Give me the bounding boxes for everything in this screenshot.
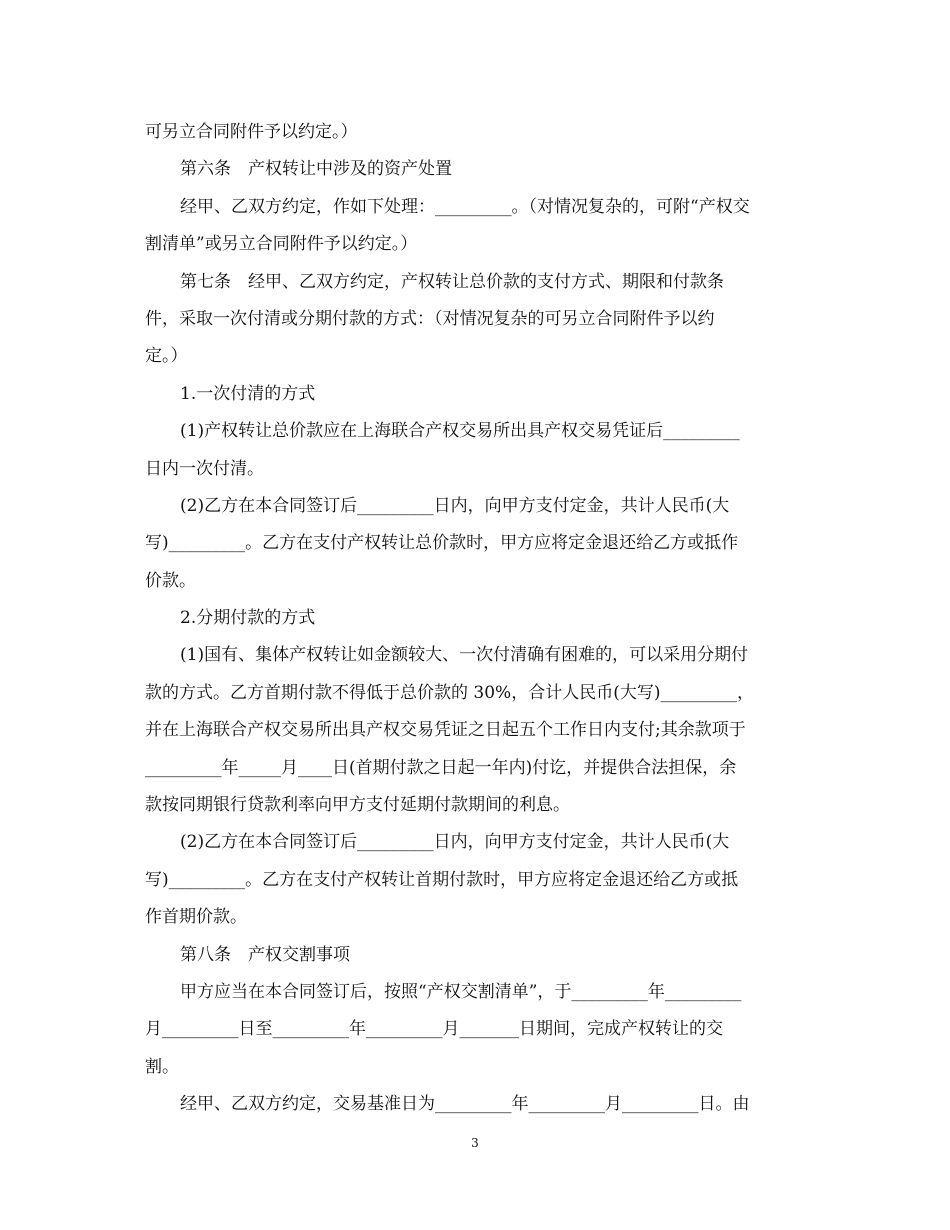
text-line: 可另立合同附件予以约定。） xyxy=(145,122,358,142)
text-line: 件，采取一次付清或分期付款的方式：（对情况复杂的可另立合同附件予以约 xyxy=(145,308,715,329)
text-line: (2)乙方在本合同签订后_________日内，向甲方支付定金，共计人民币(大 xyxy=(180,495,730,516)
section-heading: 1.一次付清的方式 xyxy=(180,383,316,404)
text-line: 作首期价款。 xyxy=(145,907,247,928)
article-heading: 第六条 产权转让中涉及的资产处置 xyxy=(180,159,452,180)
text-line: 写)_________。乙方在支付产权转让首期付款时，甲方应将定金退还给乙方或抵 xyxy=(145,869,739,890)
text-line: (1)产权转让总价款应在上海联合产权交易所出具产权交易凭证后_________ xyxy=(180,421,740,442)
text-line: 写)_________。乙方在支付产权转让总价款时，甲方应将定金退还给乙方或抵作 xyxy=(145,533,739,554)
text-line: (2)乙方在本合同签订后_________日内，向甲方支付定金，共计人民币(大 xyxy=(180,832,730,853)
article-heading: 第七条 经甲、乙双方约定，产权转让总价款的支付方式、期限和付款条 xyxy=(180,271,724,292)
article-heading: 第八条 产权交割事项 xyxy=(180,944,350,965)
text-line: 并在上海联合产权交易所出具产权交易凭证之日起五个工作日内支付;其余款项于 xyxy=(145,720,746,741)
text-line: 款按同期银行贷款利率向甲方支付延期付款期间的利息。 xyxy=(145,795,570,816)
text-line: 月_________日至_________年_________月_______日期间，完成产权转让的交 xyxy=(145,1019,723,1040)
text-line: 款的方式。乙方首期付款不得低于总价款的 30%，合计人民币(大写)_________， xyxy=(145,682,754,703)
text-line: (1)国有、集体产权转让如金额较大、一次付清确有困难的，可以采用分期付 xyxy=(180,645,749,666)
section-heading: 2.分期付款的方式 xyxy=(180,608,316,629)
text-line: _________年_____月____日(首期付款之日起一年内)付讫，并提供合法担保，余 xyxy=(145,757,737,778)
text-line: 价款。 xyxy=(145,570,196,591)
document-body xyxy=(145,114,805,1124)
text-line: 割清单”或另立合同附件予以约定。） xyxy=(145,234,418,255)
page-number: 3 xyxy=(471,1136,479,1150)
text-line: 定。） xyxy=(145,346,188,367)
text-line: 甲方应当在本合同签订后，按照“产权交割清单”，于_________年_________ xyxy=(180,981,742,1002)
text-line: 经甲、乙双方约定，作如下处理：_________。（对情况复杂的，可附“产权交 xyxy=(180,196,750,217)
text-line: 日内一次付清。 xyxy=(145,458,264,479)
text-line: 经甲、乙双方约定，交易基准日为_________年_________月_________日。由 xyxy=(180,1094,750,1115)
text-line: 割。 xyxy=(145,1056,179,1077)
